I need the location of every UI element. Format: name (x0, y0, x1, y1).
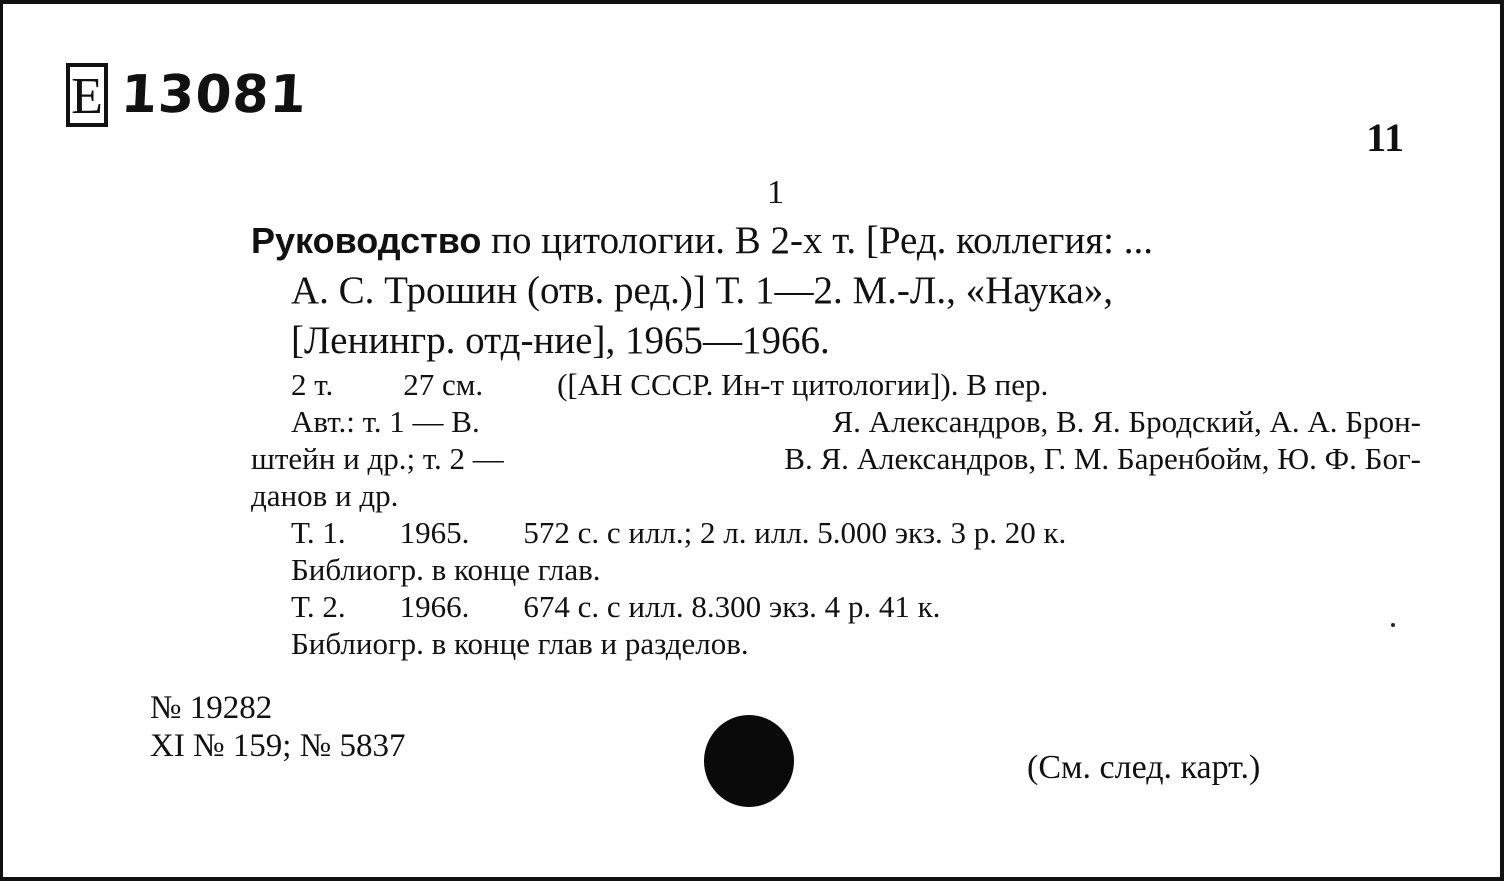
continued-note: (См. след. карт.) (1027, 749, 1261, 786)
volume-1-label: Т. 1. (291, 515, 346, 550)
shelf-letter-box (65, 62, 109, 128)
shelf-mark (65, 62, 307, 128)
volumes-count: 2 т. (291, 367, 334, 402)
series: ([АН СССР. Ин-т цитологии]). В пер. (557, 367, 1049, 402)
volume-2-desc: 674 с. с илл. 8.300 экз. 4 р. 41 к. (523, 589, 941, 624)
shelf-letter: E (71, 68, 103, 125)
volume-1-year: 1965. (399, 515, 470, 550)
physical-description (251, 366, 1421, 403)
registry-numbers (150, 689, 405, 765)
volume-1-note: Библиогр. в конце глав. (291, 552, 601, 587)
registry-line-1: № 19282 (150, 690, 273, 726)
shelf-number: 13081 (119, 65, 309, 125)
registry-line-2: XI № 159; № 5837 (150, 728, 406, 764)
authors-line-2-right: В. Я. Александров, Г. М. Баренбойм, Ю. Ф. Бог- (784, 441, 1421, 476)
volume-2-note: Библиогр. в конце глав и разделов. (291, 626, 749, 661)
publisher-line: [Ленингр. отд-ние], 1965—1966. (291, 319, 830, 362)
ink-speck (1391, 623, 1395, 627)
editor-line: А. С. Трошин (отв. ред.)] Т. 1—2. М.-Л., «Наука», (291, 269, 1114, 312)
authors-line-1-right: Я. Александров, В. Я. Бродский, А. А. Брон- (832, 404, 1421, 439)
title-line (251, 216, 1421, 266)
authors-line-1-left: Авт.: т. 1 — В. (291, 404, 480, 439)
volume-2-label: Т. 2. (291, 589, 346, 624)
authors-line-2-left: штейн и др.; т. 2 — (251, 441, 504, 476)
authors-line-2 (251, 440, 1421, 477)
volume-1-desc: 572 с. с илл.; 2 л. илл. 5.000 экз. 3 р. 20 к. (523, 515, 1067, 550)
card-number: 11 (1366, 115, 1404, 160)
title-rest: по цитологии. В 2-х т. [Ред. коллегия: ... (491, 219, 1153, 262)
title-heading: Руководство (251, 220, 482, 261)
punch-hole (704, 715, 794, 807)
entry-marker: 1 (767, 174, 784, 211)
volume-2-line (251, 588, 1421, 625)
authors-line-3: данов и др. (251, 478, 399, 513)
authors-line-1 (251, 403, 1421, 440)
volume-2-year: 1966. (399, 589, 470, 624)
volume-1-line (251, 514, 1421, 551)
size: 27 см. (403, 367, 484, 402)
bibliographic-entry (251, 216, 1421, 662)
